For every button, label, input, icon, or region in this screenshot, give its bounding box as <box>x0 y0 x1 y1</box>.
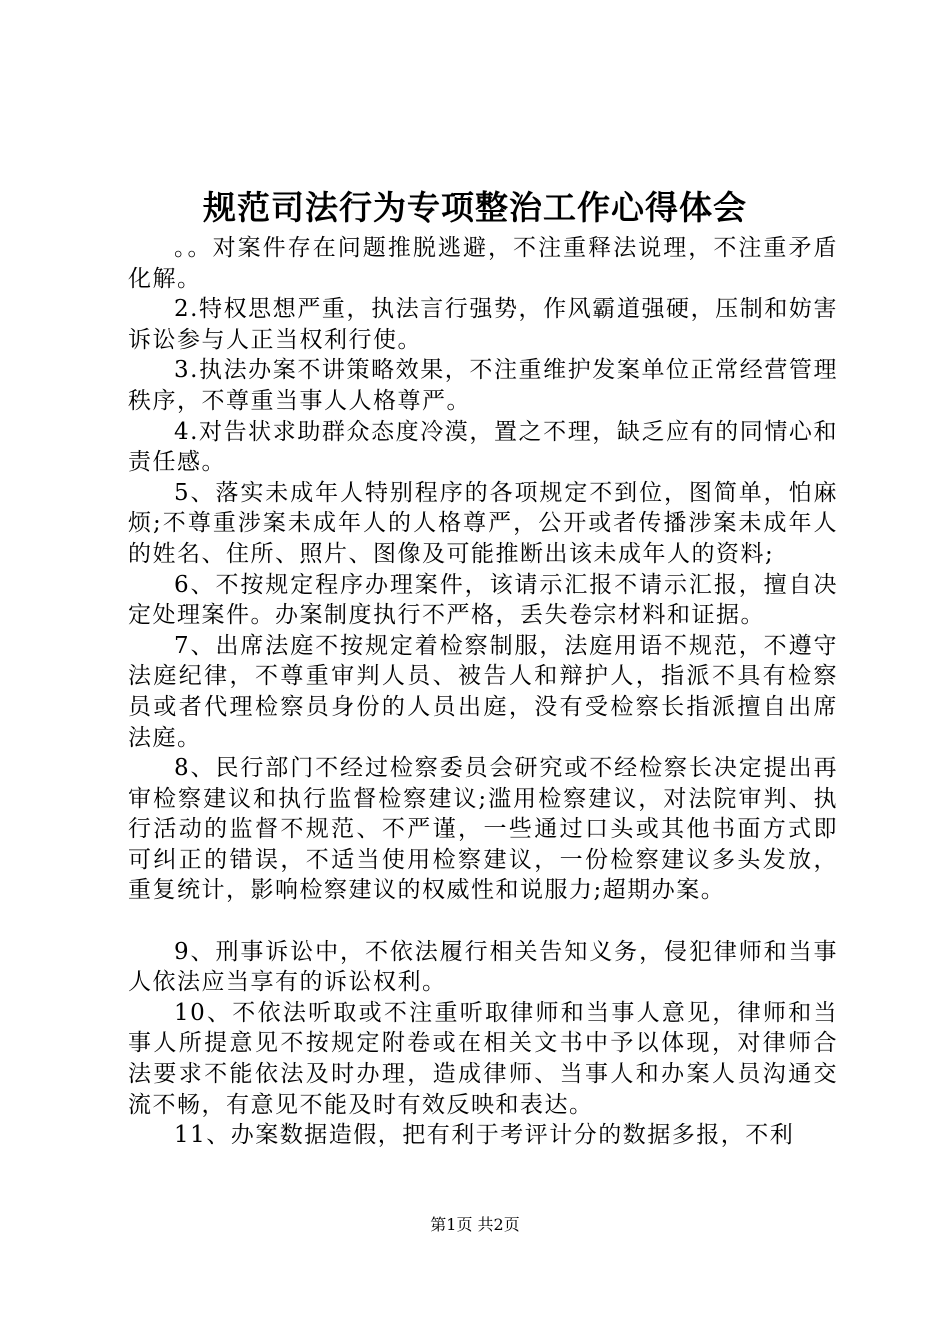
paragraph-10: 10、不依法听取或不注重听取律师和当事人意见，律师和当事人所提意见不按规定附卷或在相关文书中予以体现，对律师合法要求不能依法及时办理，造成律师、当事人和办案人员沟通交流不畅，有意见不能及时有效反映和表达。 <box>128 999 838 1118</box>
paragraph-spacer <box>128 906 838 937</box>
paragraph-8: 8、民行部门不经过检察委员会研究或不经检察长决定提出再审检察建议和执行监督检察建议;滥用检察建议，对法院审判、执行活动的监督不规范、不严谨，一些通过口头或其他书面方式即可纠正的错误，不适当使用检察建议，一份检察建议多头发放，重复统计，影响检察建议的权威性和说服力;超期办案。 <box>128 755 838 904</box>
paragraph-6: 6、不按规定程序办理案件，该请示汇报不请示汇报，擅自决定处理案件。办案制度执行不严格，丢失卷宗材料和证据。 <box>128 571 838 629</box>
document-body <box>128 233 838 1151</box>
paragraph-2: 2.特权思想严重，执法言行强势，作风霸道强硬，压制和妨害诉讼参与人正当权利行使。 <box>128 296 838 353</box>
page-footer: 第1页 共2页 <box>430 1215 520 1234</box>
paragraph-5: 5、落实未成年人特别程序的各项规定不到位，图简单，怕麻烦;不尊重涉案未成年人的人格尊严，公开或者传播涉案未成年人的姓名、住所、照片、图像及可能推断出该未成年人的资料; <box>128 479 838 567</box>
document-title: 规范司法行为专项整治工作心得体会 <box>203 188 747 227</box>
paragraph-9: 9、刑事诉讼中，不依法履行相关告知义务，侵犯律师和当事人依法应当享有的诉讼权利。 <box>128 938 838 996</box>
paragraph-3: 3.执法办案不讲策略效果，不注重维护发案单位正常经营管理秩序，不尊重当事人人格尊严。 <box>128 357 838 414</box>
paragraph-11: 11、办案数据造假，把有利于考评计分的数据多报，不利 <box>174 1122 795 1149</box>
paragraph-intro: 。。对案件存在问题推脱逃避，不注重释法说理，不注重矛盾化解。 <box>128 235 838 292</box>
paragraph-7: 7、出席法庭不按规定着检察制服，法庭用语不规范，不遵守法庭纪律，不尊重审判人员、被告人和辩护人，指派不具有检察员或者代理检察员身份的人员出庭，没有受检察长指派擅自出席法庭。 <box>128 632 838 751</box>
paragraph-4: 4.对告状求助群众态度冷漠，置之不理，缺乏应有的同情心和责任感。 <box>128 418 838 476</box>
